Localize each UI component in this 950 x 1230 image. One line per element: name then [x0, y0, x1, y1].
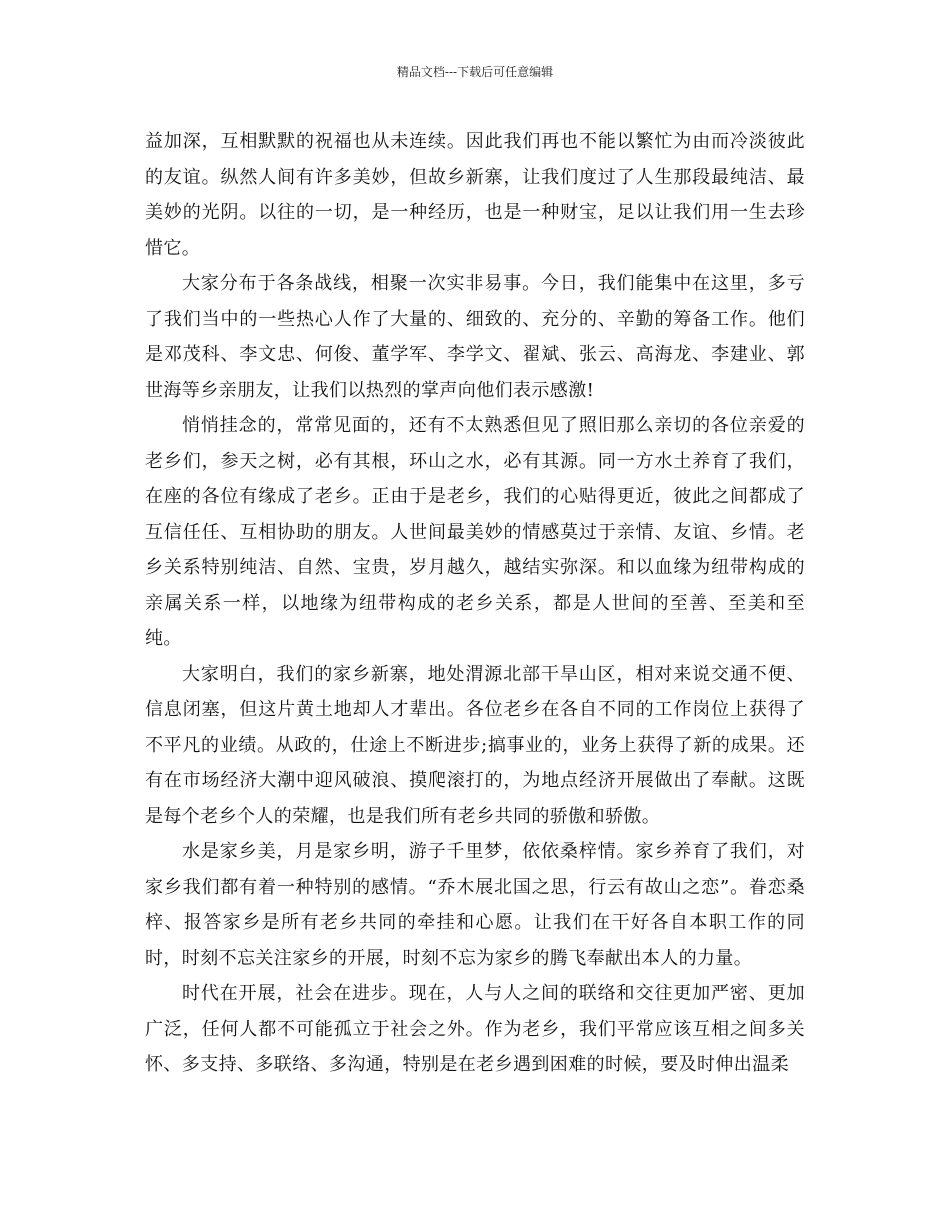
document-body — [145, 124, 805, 1083]
paragraph: 水是家乡美，月是家乡明，游子千里梦，依依桑梓情。家乡养育了我们，对家乡我们都有着一种特别的感情。“乔木展北国之思，行云有故山之恋”。眷恋桑梓、报答家乡是所有老乡共同的牵挂和心愿。让我们在干好各自本职工作的同时，时刻不忘关注家乡的开展，时刻不忘为家乡的腾飞奉献出本人的力量。 — [145, 841, 805, 969]
page-header: 精品文档---下载后可任意编辑 — [396, 65, 554, 79]
paragraph: 时代在开展，社会在进步。现在，人与人之间的联络和交往更加严密、更加广泛，任何人都不可能孤立于社会之外。作为老乡，我们平常应该互相之间多关怀、多支持、多联络、多沟通，特别是在老乡遇到困难的时候，要及时伸出温柔 — [145, 983, 805, 1075]
paragraph: 悄悄挂念的，常常见面的，还有不太熟悉但见了照旧那么亲切的各位亲爱的老乡们，参天之树，必有其根，环山之水，必有其源。同一方水土养育了我们，在座的各位有缘成了老乡。正由于是老乡，我们的心贴得更近，彼此之间都成了互信任任、互相协助的朋友。人世间最美妙的情感莫过于亲情、友谊、乡情。老乡关系特别纯洁、自然、宝贵，岁月越久，越结实弥深。和以血缘为纽带构成的亲属关系一样，以地缘为纽带构成的老乡关系，都是人世间的至善、至美和至纯。 — [145, 415, 805, 649]
paragraph: 大家分布于各条战线，相聚一次实非易事。今日，我们能集中在这里，多亏了我们当中的一些热心人作了大量的、细致的、充分的、辛勤的筹备工作。他们是邓茂科、李文忠、何俊、董学军、李学文、翟斌、张云、高海龙、李建业、郭世海等乡亲朋友，让我们以热烈的掌声向他们表示感激! — [145, 273, 805, 401]
paragraph: 大家明白，我们的家乡新寨，地处渭源北部干旱山区，相对来说交通不便、信息闭塞，但这片黄土地却人才辈出。各位老乡在各自不同的工作岗位上获得了不平凡的业绩。从政的，仕途上不断进步;搞事业的，业务上获得了新的成果。还有在市场经济大潮中迎风破浪、摸爬滚打的，为地点经济开展做出了奉献。这既是每个老乡个人的荣耀，也是我们所有老乡共同的骄傲和骄傲。 — [145, 663, 805, 827]
paragraph-continuation: 益加深，互相默默的祝福也从未连续。因此我们再也不能以繁忙为由而冷淡彼此的友谊。纵然人间有许多美妙，但故乡新寨，让我们度过了人生那段最纯洁、最美妙的光阴。以往的一切，是一种经历，也是一种财宝，足以让我们用一生去珍惜它。 — [145, 131, 805, 259]
